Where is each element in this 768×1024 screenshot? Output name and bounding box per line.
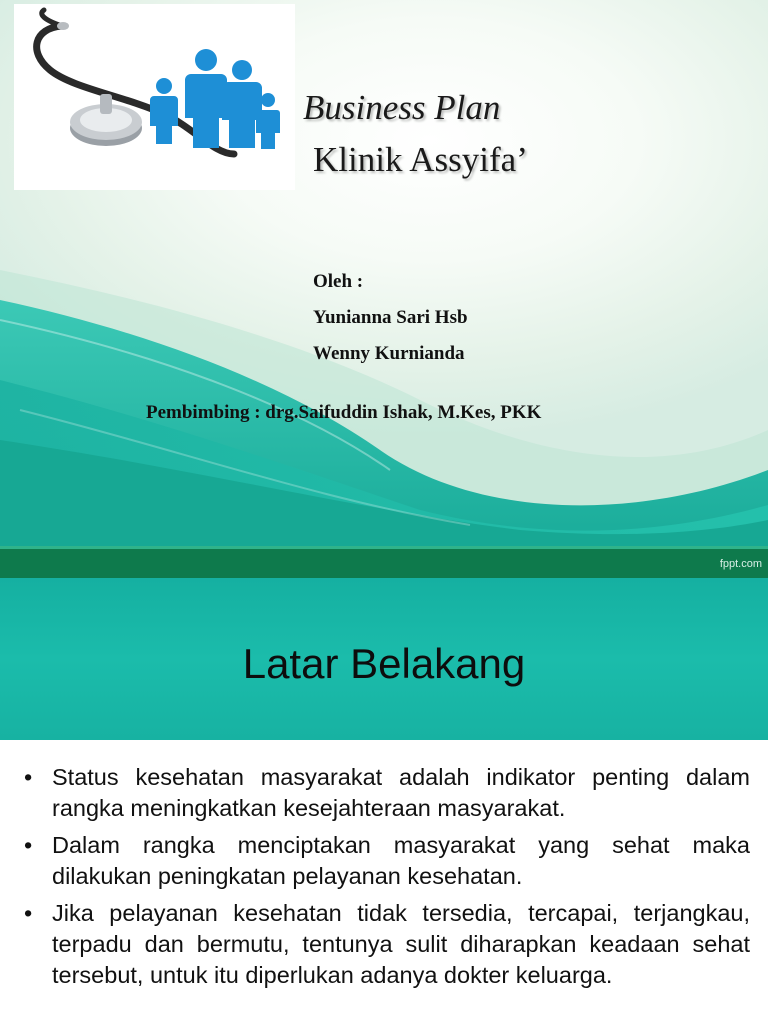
list-item [20,898,750,991]
credit-text: fppt.com [719,558,762,570]
title-clinic-name: Klinik Assyifa’ [313,140,528,179]
list-item [20,762,750,824]
logo-image [14,4,295,190]
bullet-icon: • [24,832,33,858]
slide-title: Latar Belakang [242,640,526,687]
author-name: Wenny Kurnianda [313,343,465,364]
bullet-text: Status kesehatan masyarakat adalah indikator penting dalam rangka meningkatkan kesejahteraan masyarakat. [52,764,750,821]
authors-label: Oleh : [313,271,364,292]
bullet-icon: • [24,900,33,926]
advisor-line: Pembimbing : drg.Saifuddin Ishak, M.Kes, PKK [146,402,542,423]
author-block [313,264,468,372]
author-name: Yunianna Sari Hsb [313,307,468,328]
bullet-icon: • [24,764,33,790]
bullet-text: Jika pelayanan kesehatan tidak tersedia, tercapai, terjangkau, terpadu dan bermutu, tentunya sulit diharapkan keadaan sehat tersebut, untuk itu diperlukan adanya dokter keluarga. [52,900,750,988]
title-business-plan: Business Plan [303,88,501,127]
bullet-list [20,762,750,997]
bullet-text: Dalam rangka menciptakan masyarakat yang sehat maka dilakukan peningkatan pelayanan kesehatan. [52,832,750,889]
list-item [20,830,750,892]
stethoscope-family-icon [14,4,295,190]
